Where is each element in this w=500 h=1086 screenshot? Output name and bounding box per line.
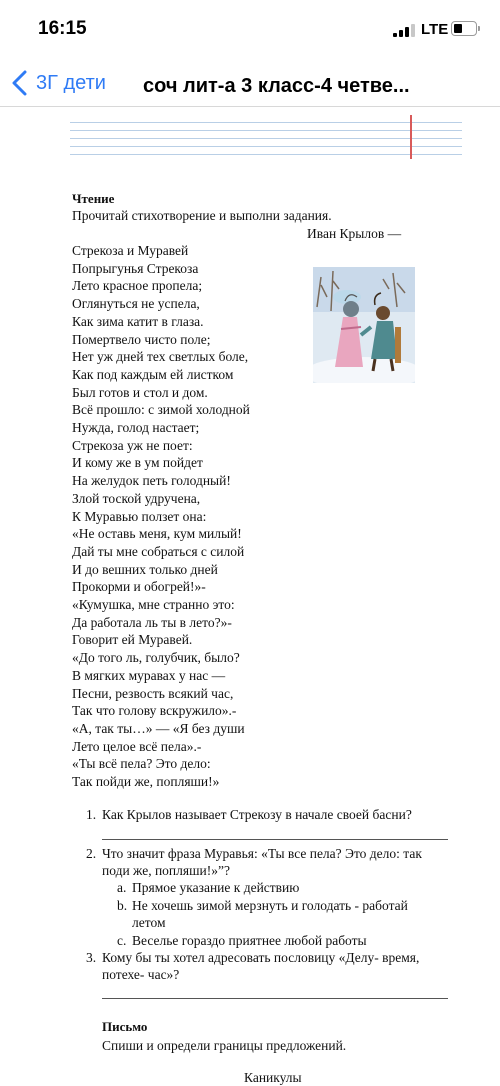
q3-text-line2: потехе- час»? (102, 967, 180, 982)
cellular-signal-icon (393, 23, 415, 37)
q2-text-line2: поди же, попляши!»”? (102, 863, 230, 878)
poem-line: Злой тоской удручена, (72, 490, 201, 506)
poem-line: Так пойди же, попляши!» (72, 774, 220, 789)
q2-option-c: Веселье гораздо приятнее любой работы (132, 933, 367, 948)
clock: 16:15 (38, 18, 87, 39)
chevron-left-icon (10, 70, 30, 96)
poem-line: Нужда, голод настает; (72, 420, 200, 435)
battery-icon (451, 21, 477, 36)
poem-line: Лето красное пропела; (72, 278, 203, 294)
q2-option-a-letter: a. (117, 880, 127, 895)
q1-number: 1. (86, 807, 97, 822)
q2-option-b: Не хочешь зимой мерзнуть и голодать - работай (132, 898, 408, 913)
poem-line: Прокорми и обогрей!»- (72, 579, 206, 595)
q1-answer-line (102, 839, 448, 840)
poem-line: Помертвело чисто поле; (72, 331, 211, 347)
q2-option-b-cont: летом (132, 915, 166, 930)
poem-line: «Ты всё пела? Это дело: (72, 756, 211, 772)
poem-line: Дай ты мне собраться с силой (72, 543, 245, 559)
poem-line: «А, так ты…» — «Я без души (72, 720, 245, 736)
page-title: соч лит-а 3 класс-4 четве... (143, 75, 410, 97)
poem-line: Всё прошло: с зимой холодной (72, 402, 250, 418)
poem-line: Как под каждым ей листком (72, 366, 234, 382)
poem-line: Попрыгунья Стрекоза (72, 260, 199, 276)
poem-line: Говорит ей Муравей. (72, 632, 193, 648)
poem-line: «Кумушка, мне странно это: (72, 597, 235, 612)
back-button[interactable] (10, 68, 106, 98)
poem-author: Иван Крылов — (307, 226, 402, 241)
battery-nub (478, 26, 480, 31)
poem-line: Нет уж дней тех светлых боле, (72, 349, 249, 365)
poem-line: Песни, резвость всякий час, (72, 685, 234, 701)
poem-line: Так что голову вскружило».- (72, 703, 237, 719)
reading-heading: Чтение (72, 191, 115, 206)
q2-option-a: Прямое указание к действию (132, 880, 300, 895)
q3-number: 3. (86, 950, 97, 965)
next-section-title: Каникулы (244, 1070, 302, 1085)
poem-line: Лето целое всё пела».- (72, 738, 202, 754)
poem-line: Оглянуться не успела, (72, 296, 200, 312)
poem-line: Стрекоза уж не поет: (72, 437, 193, 453)
navigation-bar (0, 60, 500, 107)
back-label: 3Г дети (36, 71, 106, 94)
writing-instruction: Спиши и определи границы предложений. (102, 1038, 347, 1053)
q3-text-line1: Кому бы ты хотел адресовать пословицу «Делу- время, (102, 950, 420, 965)
network-type: LTE (421, 21, 449, 38)
q2-option-b-letter: b. (117, 898, 128, 913)
reading-instruction: Прочитай стихотворение и выполни задания. (72, 208, 332, 223)
writing-heading: Письмо (102, 1019, 148, 1034)
poem-line: И кому же в ум пойдет (72, 455, 203, 471)
q1-text: Как Крылов называет Стрекозу в начале своей басни? (102, 807, 412, 822)
poem-line: И до вешних только дней (72, 561, 218, 577)
q2-number: 2. (86, 846, 97, 861)
paper-margin-line (410, 115, 412, 159)
poem-line: Был готов и стол и дом. (72, 384, 208, 400)
status-bar (0, 0, 500, 60)
q2-option-c-letter: c. (117, 933, 127, 948)
poem-line: Стрекоза и Муравей (72, 243, 189, 258)
lined-paper-header (70, 115, 462, 159)
poem-line: Да работала ль ты в лето?»- (72, 614, 232, 630)
document-view[interactable] (0, 107, 500, 1085)
poem-line: На желудок петь голодный! (72, 473, 231, 489)
q3-answer-line (102, 998, 448, 999)
poem-line: В мягких муравах у нас — (72, 667, 226, 683)
poem-line: «Не оставь меня, кум милый! (72, 526, 242, 542)
poem-line: К Муравью ползет она: (72, 508, 207, 524)
poem-line: Как зима катит в глаза. (72, 313, 204, 329)
q2-text-line1: Что значит фраза Муравья: «Ты все пела? Это дело: так (102, 846, 422, 861)
dragonfly-and-ant-illustration (313, 267, 415, 383)
poem-line: «До того ль, голубчик, было? (72, 650, 240, 666)
